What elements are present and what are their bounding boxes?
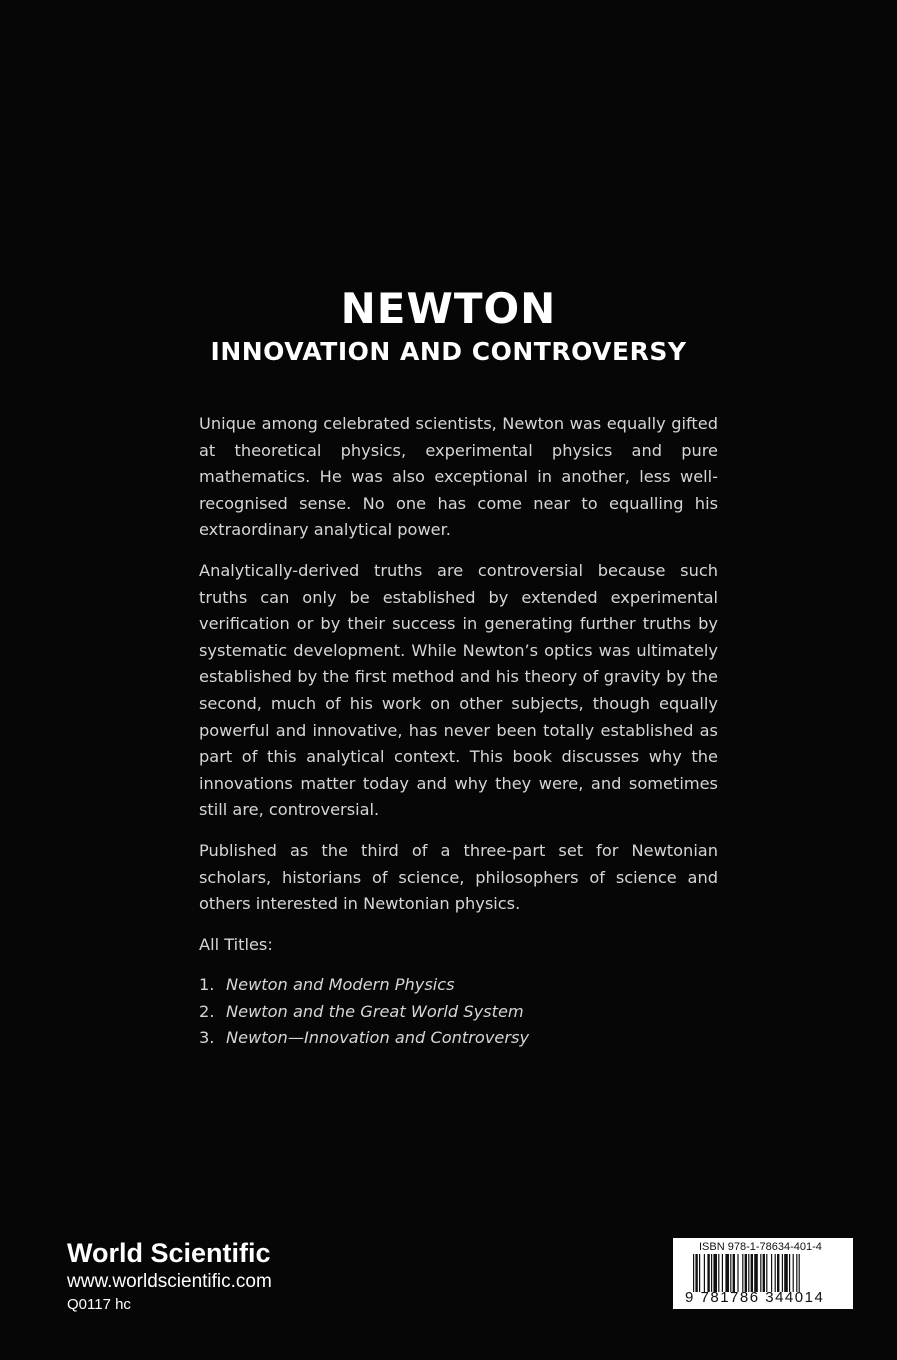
barcode-bar: [777, 1254, 779, 1292]
list-item-title: Newton and the Great World System: [226, 1001, 524, 1021]
barcode-bar: [713, 1254, 717, 1292]
barcode-bar: [754, 1254, 758, 1292]
list-item: [199, 999, 718, 1026]
list-item-number: 3.: [199, 1028, 215, 1048]
barcode-bar: [711, 1254, 712, 1292]
barcode-bar: [796, 1254, 797, 1292]
book-subtitle: INNOVATION AND CONTROVERSY: [210, 337, 687, 366]
barcode-bars: [693, 1254, 843, 1292]
barcode-bar: [766, 1254, 767, 1292]
barcode-bar: [793, 1254, 794, 1292]
barcode-bar: [771, 1254, 772, 1292]
barcode-bar: [763, 1254, 765, 1292]
blurb-paragraph-2: Analytically-derived truths are controversial because such truths can only be established by extended experimental verification or by their success in generating further truths by systematic development. While Newton’s optics was ultimately established by the first method and his theory of gravity by the second, much of his work on other subjects, though equally powerful and innovative, has never been totally established as part of this analytical context. This book discusses why the innovations matter today and why they were, and sometimes still are, controversial.: [199, 560, 718, 820]
list-item-number: 2.: [199, 1001, 215, 1021]
barcode-bar: [733, 1254, 735, 1292]
barcode-bar: [745, 1254, 747, 1292]
product-code: Q0117 hc: [67, 1296, 131, 1313]
blurb-text: [199, 411, 718, 1052]
barcode-bar: [699, 1254, 700, 1292]
book-title: NEWTON: [340, 284, 557, 333]
barcode-bar: [782, 1254, 783, 1292]
list-item-title: Newton—Innovation and Controversy: [226, 1028, 530, 1048]
barcode-bar: [784, 1254, 788, 1292]
barcode-bar: [695, 1254, 697, 1292]
list-item: [199, 1025, 718, 1052]
barcode-bar: [789, 1254, 790, 1292]
barcode-bar: [775, 1254, 776, 1292]
list-item-title: Newton and Modern Physics: [226, 975, 455, 995]
list-item: [199, 972, 718, 999]
barcode-bar: [718, 1254, 719, 1292]
blurb-paragraph-1: Unique among celebrated scientists, Newton was equally gifted at theoretical physics, experimental physics and pure mathematics. He was also exceptional in another, less well-recognised sense. No one has come near to equalling his extraordinary analytical power.: [199, 414, 718, 540]
barcode-bar: [707, 1254, 709, 1292]
publisher-url: www.worldscientific.com: [67, 1271, 272, 1292]
isbn-barcode: [673, 1238, 853, 1309]
blurb-paragraph-3: Published as the third of a three-part set for Newtonian scholars, historians of science, philosophers of science and others interested in Newtonian physics.: [199, 840, 718, 914]
barcode-bar: [751, 1254, 753, 1292]
barcode-bar: [748, 1254, 749, 1292]
all-titles-label: All Titles:: [199, 934, 273, 954]
publisher-block: [67, 1236, 272, 1316]
barcode-bar: [722, 1254, 723, 1292]
series-titles-list: [199, 972, 718, 1052]
list-item-number: 1.: [199, 975, 215, 995]
publisher-name: World Scientific: [67, 1238, 271, 1268]
barcode-bar: [760, 1254, 761, 1292]
barcode-digits: 9 781786 344014: [685, 1289, 825, 1306]
barcode-bar: [730, 1254, 731, 1292]
barcode-bar: [704, 1254, 705, 1292]
barcode-bar: [737, 1254, 738, 1292]
barcode-bar: [693, 1254, 694, 1292]
isbn-label: ISBN 978-1-78634-401-4: [699, 1241, 822, 1253]
barcode-bar: [742, 1254, 743, 1292]
barcode-bar: [725, 1254, 729, 1292]
barcode-bar: [799, 1254, 800, 1292]
